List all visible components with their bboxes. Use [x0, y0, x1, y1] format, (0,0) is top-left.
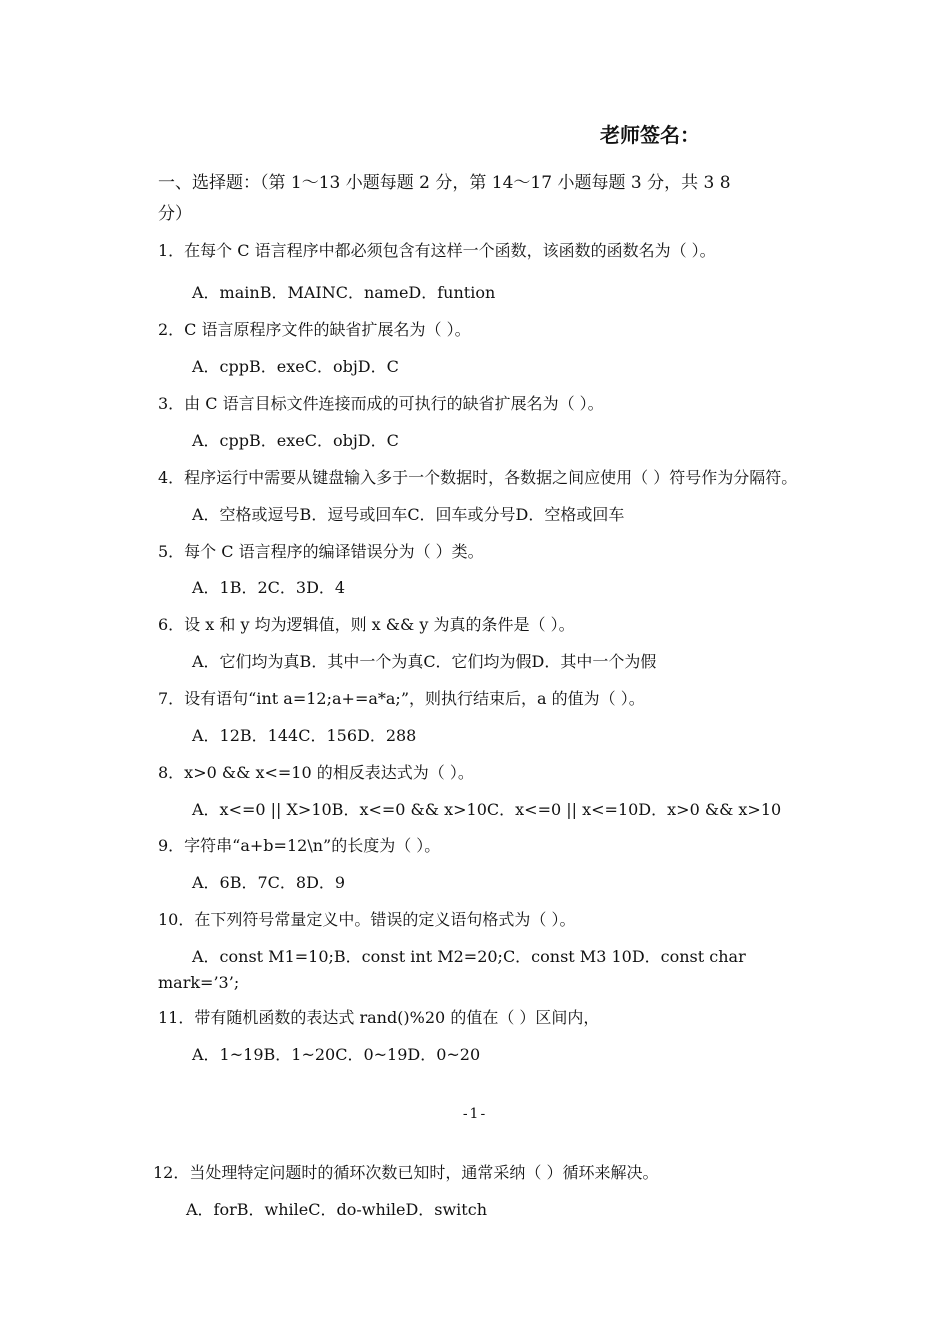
options-8: A．x<=0 || X>10B．x<=0 && x>10C．x<=0 || x<=10D．x>0 && x>10 [192, 800, 782, 819]
section-heading: 一、选择题：（第 1～13 小题每题 2 分，第 14～17 小题每题 3 分，共 3 8 [158, 173, 731, 193]
options-9: A．6B．7C．8D．9 [192, 873, 346, 892]
options-12: A．forB．whileC．do-whileD．switch [186, 1200, 487, 1219]
question-9: 9．字符串“a+b=12\n”的长度为（ ）。 [158, 836, 441, 855]
options-4: A．空格或逗号B．逗号或回车C．回车或分号D．空格或回车 [192, 505, 625, 524]
page-number: -1- [462, 1106, 488, 1122]
options-5: A．1B．2C．3D．4 [192, 578, 346, 597]
question-12: 12．当处理特定问题时的循环次数已知时，通常采纳（ ）循环来解决。 [153, 1163, 659, 1182]
question-7: 7．设有语句“int a=12;a+=a*a;”，则执行结束后，a 的值为（ ）。 [158, 689, 645, 708]
options-6: A．它们均为真B．其中一个为真C．它们均为假D．其中一个为假 [192, 652, 657, 671]
question-10: 10．在下列符号常量定义中。错误的定义语句格式为（ ）。 [158, 910, 576, 929]
teacher-signature-label: 老师签名： [600, 123, 700, 147]
question-4: 4．程序运行中需要从键盘输入多于一个数据时，各数据之间应使用（ ）符号作为分隔符。 [158, 468, 798, 487]
question-2: 2．C 语言原程序文件的缺省扩展名为（ ）。 [158, 320, 471, 339]
question-1: 1．在每个 C 语言程序中都必须包含有这样一个函数，该函数的函数名为（ ）。 [158, 241, 716, 260]
question-11: 11．带有随机函数的表达式 rand()%20 的值在（ ）区间内， [158, 1008, 600, 1027]
question-6: 6．设 x 和 y 均为逻辑值，则 x && y 为真的条件是（ ）。 [158, 615, 575, 634]
question-3: 3．由 C 语言目标文件连接而成的可执行的缺省扩展名为（ ）。 [158, 394, 604, 413]
question-5: 5．每个 C 语言程序的编译错误分为（ ）类。 [158, 542, 484, 561]
options-7: A．12B．144C．156D．288 [192, 726, 417, 745]
question-8: 8．x>0 && x<=10 的相反表达式为（ ）。 [158, 763, 474, 782]
options-2: A．cppB．exeC．objD．C [192, 357, 399, 376]
section-heading-cont: 分） [158, 204, 192, 224]
options-11: A．1~19B．1~20C．0~19D．0~20 [192, 1045, 481, 1064]
options-10-cont: mark=’3’; [158, 973, 240, 992]
options-3: A．cppB．exeC．objD．C [192, 431, 399, 450]
options-1: A．mainB．MAINC．nameD．funtion [192, 283, 496, 302]
options-10: A．const M1=10;B．const int M2=20;C．const M3 10D．const char [192, 947, 746, 966]
